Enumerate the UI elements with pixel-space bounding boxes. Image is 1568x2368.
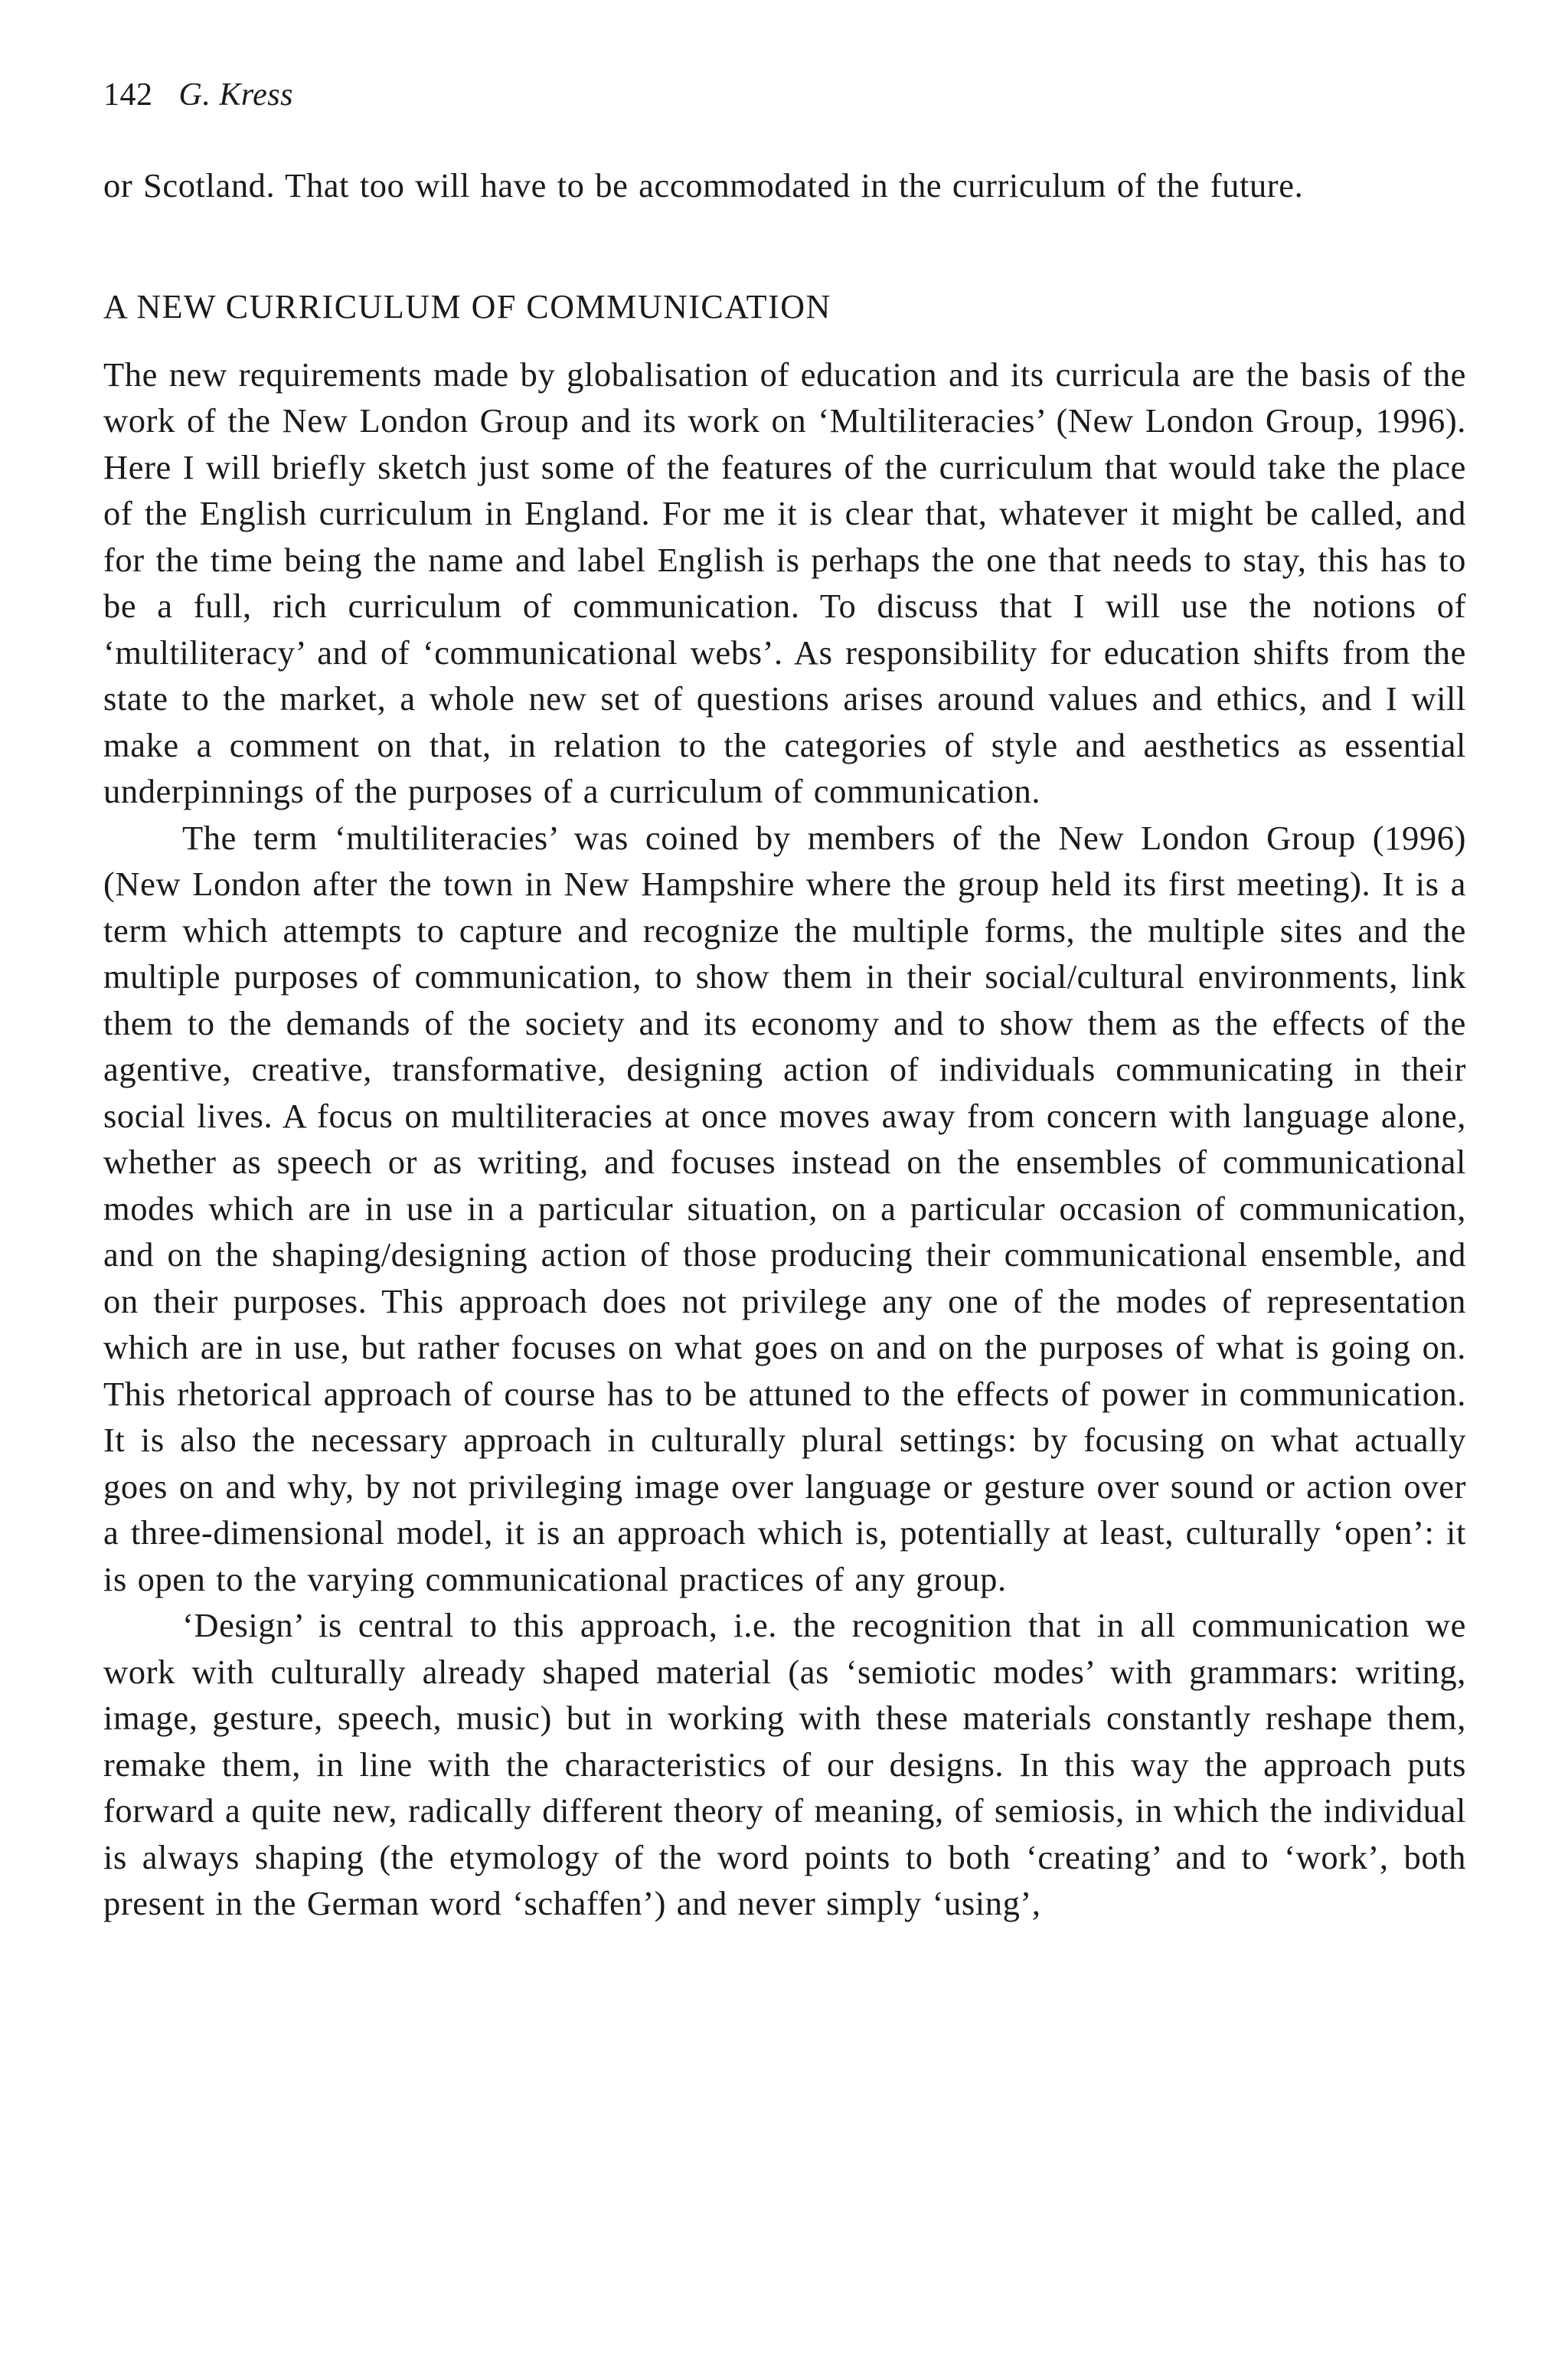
page [103, 74, 1466, 1927]
section-heading: A NEW CURRICULUM OF COMMUNICATION [103, 287, 831, 325]
running-head [103, 74, 1466, 116]
body-paragraph-2: The term ‘multiliteracies’ was coined by members of the New London Group (1996) (New London after the town in New Hampshire where the group held its first meeting). It is a term which attempts to capture and recognize the multiple forms, the multiple sites and the multiple purposes of communication, to show them in their social/cultural environments, link them to the demands of the society and its economy and to show them as the effects of the agentive, creative, transformative, designing action of individuals communicating in their social lives. A focus on multiliteracies at once moves away from concern with language alone, whether as speech or as writing, and focuses instead on the ensembles of communicational modes which are in use in a particular situation, on a particular occasion of communication, and on the shaping/designing action of those producing their communicational ensemble, and on their purposes. This approach does not privilege any one of the modes of representation which are in use, but rather focuses on what goes on and on the purposes of what is going on. This rhetorical approach of course has to be attuned to the effects of power in communication. It is also the necessary approach in culturally plural settings: by focusing on what actually goes on and why, by not privileging image over language or gesture over sound or action over a three-dimensional model, it is an approach which is, potentially at least, culturally ‘open’: it is open to the varying communicational practices of any group. [103, 818, 1466, 1598]
running-head-author: G. Kress [178, 77, 293, 113]
page-number: 142 [103, 77, 153, 113]
continued-paragraph: or Scotland. That too will have to be accommodated in the curriculum of the future. [103, 166, 1304, 204]
body-paragraph-1: The new requirements made by globalisation of education and its curricula are the basis of the work of the New London Group and its work on ‘Multiliteracies’ (New London Group, 1996). Here I will briefly sketch just some of the features of the curriculum that would take the place of the English curriculum in England. For me it is clear that, whatever it might be called, and for the time being the name and label English is perhaps the one that needs to stay, this has to be a full, rich curriculum of communication. To discuss that I will use the notions of ‘multiliteracy’ and of ‘communicational webs’. As responsibility for education shifts from the state to the market, a whole new set of questions arises around values and ethics, and I will make a comment on that, in relation to the categories of style and aesthetics as essential underpinnings of the purposes of a curriculum of communication. [103, 355, 1466, 810]
body-paragraph-3: ‘Design’ is central to this approach, i.e. the recognition that in all communication we work with culturally already shaped material (as ‘semiotic modes’ with grammars: writing, image, gesture, speech, music) but in working with these materials constantly reshape them, remake them, in line with the characteristics of our designs. In this way the approach puts forward a quite new, radically different theory of meaning, of semiosis, in which the individual is always shaping (the etymology of the word points to both ‘creating’ and to ‘work’, both present in the German word ‘schaffen’) and never simply ‘using’, [103, 1606, 1466, 1922]
